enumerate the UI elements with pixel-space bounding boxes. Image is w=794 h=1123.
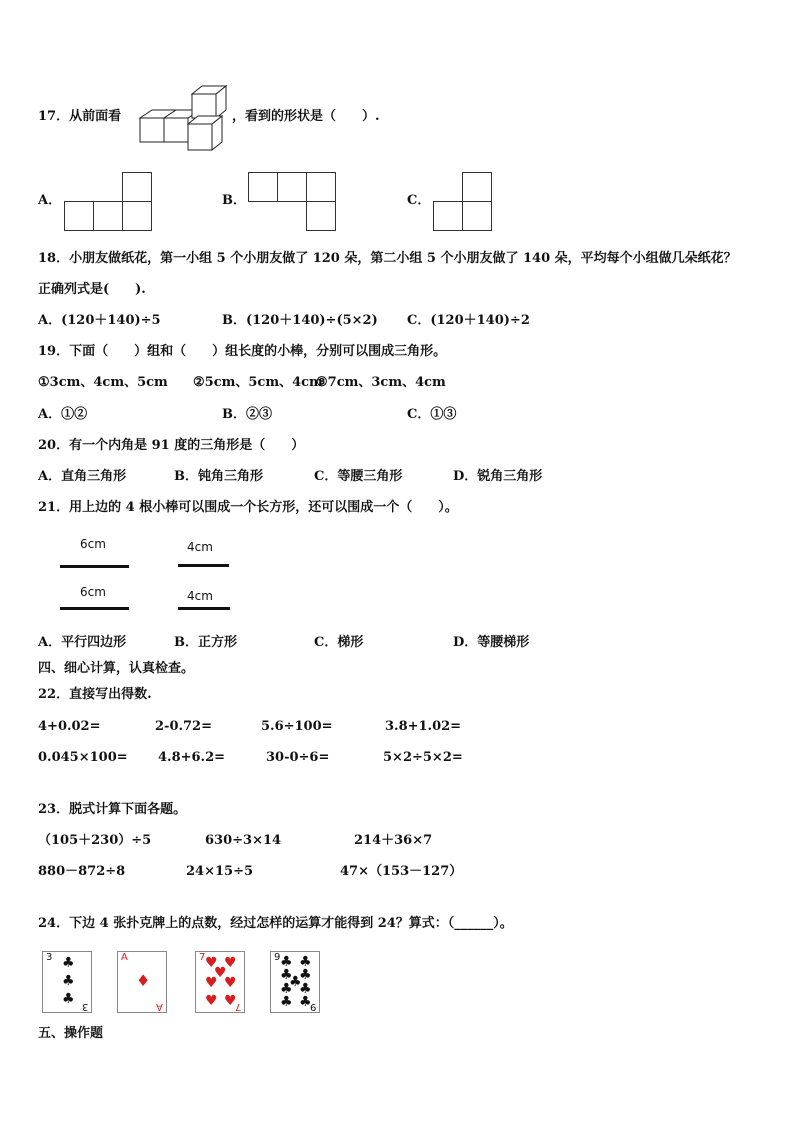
q23-r2-c2: 24×15÷5 <box>186 864 254 879</box>
stick-label-3: 6cm <box>80 585 106 599</box>
q17-prefix: 17．从前面看 <box>38 109 122 124</box>
heart-icon: ♥ <box>205 975 218 991</box>
q19-group-1: ①3cm、4cm、5cm <box>38 375 168 390</box>
q19-group-3: ③7cm、3cm、4cm <box>316 375 446 390</box>
section-4-heading: 四、细心计算，认真检查。 <box>38 661 195 676</box>
q20-option-b[interactable]: B．钝角三角形 <box>174 469 263 484</box>
q17-shape-c <box>433 171 495 231</box>
q17-option-a[interactable]: A． <box>38 193 62 208</box>
q23-r1-c1: （105＋230）÷5 <box>38 833 152 848</box>
section-5-heading: 五、操作题 <box>38 1026 104 1041</box>
playing-card-9-clubs <box>270 951 320 1013</box>
q17-option-c[interactable]: C． <box>407 193 431 208</box>
card-rank: 3 <box>46 952 53 963</box>
q18-option-c[interactable]: C．(120＋140)÷2 <box>407 313 530 328</box>
playing-card-ace-diamonds <box>117 951 167 1013</box>
card-rank: 7 <box>199 952 206 963</box>
q21-line1: 21．用上边的 4 根小棒可以围成一个长方形，还可以围成一个（ ）。 <box>38 500 458 515</box>
q22-r2-c4: 5×2÷5×2= <box>383 750 463 765</box>
stick-label-1: 6cm <box>80 537 106 551</box>
club-icon: ♣ <box>299 967 312 983</box>
q17-option-b[interactable]: B． <box>222 193 246 208</box>
q18-option-b[interactable]: B．(120＋140)÷(5×2) <box>222 313 378 328</box>
q22-line1: 22．直接写出得数. <box>38 687 152 702</box>
stick-4 <box>178 607 230 610</box>
q18-option-a[interactable]: A．(120＋140)÷5 <box>38 313 161 328</box>
q21-option-a[interactable]: A．平行四边形 <box>38 635 127 650</box>
club-icon: ♣ <box>289 974 302 990</box>
club-icon: ♣ <box>280 954 293 970</box>
q23-r1-c3: 214＋36×7 <box>354 833 433 848</box>
q22-r1-c4: 3.8+1.02= <box>385 719 462 734</box>
heart-icon: ♥ <box>224 993 237 1009</box>
q21-option-d[interactable]: D．等腰梯形 <box>453 635 530 650</box>
q23-r2-c3: 47×（153－127） <box>340 864 463 879</box>
club-icon: ♣ <box>62 955 75 971</box>
stick-label-2: 4cm <box>187 540 213 554</box>
q20-option-c[interactable]: C．等腰三角形 <box>314 469 403 484</box>
heart-icon: ♥ <box>214 965 227 981</box>
q18-line2: 正确列式是( ). <box>38 282 146 297</box>
q24-line1: 24．下边 4 张扑克牌上的点数，经过怎样的运算才能得到 24？算式：（______）。 <box>38 916 513 931</box>
q20-line1: 20．有一个内角是 91 度的三角形是（ ） <box>38 438 305 453</box>
stick-2 <box>178 564 229 567</box>
q22-r1-c3: 5.6÷100= <box>261 719 333 734</box>
q20-option-a[interactable]: A．直角三角形 <box>38 469 127 484</box>
club-icon: ♣ <box>299 994 312 1010</box>
card-rank: 3 <box>81 1001 88 1012</box>
stick-label-4: 4cm <box>187 589 213 603</box>
q20-option-d[interactable]: D．锐角三角形 <box>453 469 543 484</box>
playing-card-3-clubs <box>42 951 92 1013</box>
card-rank: 7 <box>234 1001 241 1012</box>
q22-r1-c1: 4+0.02= <box>38 719 101 734</box>
card-rank: A <box>156 1001 163 1012</box>
stick-1 <box>60 565 129 568</box>
q21-option-b[interactable]: B．正方形 <box>174 635 237 650</box>
club-icon: ♣ <box>280 981 293 997</box>
q22-r2-c3: 30-0÷6= <box>266 750 330 765</box>
q19-option-a[interactable]: A．①② <box>38 407 88 422</box>
heart-icon: ♥ <box>205 955 218 971</box>
heart-icon: ♥ <box>224 975 237 991</box>
q17-suffix: ，看到的形状是（ ）. <box>232 109 380 124</box>
q19-option-c[interactable]: C．①③ <box>407 407 457 422</box>
card-rank: A <box>121 952 128 963</box>
club-icon: ♣ <box>62 991 75 1007</box>
q23-line1: 23．脱式计算下面各题。 <box>38 802 187 817</box>
diamond-icon: ♦ <box>136 971 151 990</box>
q17-shape-b <box>248 171 338 231</box>
card-rank: 9 <box>274 952 281 963</box>
q23-r2-c1: 880－872÷8 <box>38 864 126 879</box>
stick-3 <box>60 607 129 610</box>
playing-card-7-hearts <box>195 951 245 1013</box>
q17-shape-a <box>64 171 154 231</box>
q18-line1: 18．小朋友做纸花，第一小组 5 个小朋友做了 120 朵，第二小组 5 个小朋友做了 140 朵，平均每个小组做几朵纸花？ <box>38 251 737 266</box>
q22-r1-c2: 2-0.72= <box>155 719 212 734</box>
q19-group-2: ②5cm、5cm、4cm <box>193 375 323 390</box>
club-icon: ♣ <box>280 994 293 1010</box>
q21-option-c[interactable]: C．梯形 <box>314 635 364 650</box>
q23-r1-c2: 630÷3×14 <box>205 833 282 848</box>
q17-cube-figure <box>138 82 233 154</box>
q19-option-b[interactable]: B．②③ <box>222 407 272 422</box>
club-icon: ♣ <box>299 981 312 997</box>
q19-line1: 19．下面（ ）组和（ ）组长度的小棒，分别可以围成三角形。 <box>38 344 447 359</box>
club-icon: ♣ <box>62 973 75 989</box>
heart-icon: ♥ <box>205 993 218 1009</box>
q22-r2-c2: 4.8+6.2= <box>158 750 226 765</box>
heart-icon: ♥ <box>224 955 237 971</box>
club-icon: ♣ <box>280 967 293 983</box>
card-rank: 9 <box>309 1001 316 1012</box>
q22-r2-c1: 0.045×100= <box>38 750 128 765</box>
club-icon: ♣ <box>299 954 312 970</box>
